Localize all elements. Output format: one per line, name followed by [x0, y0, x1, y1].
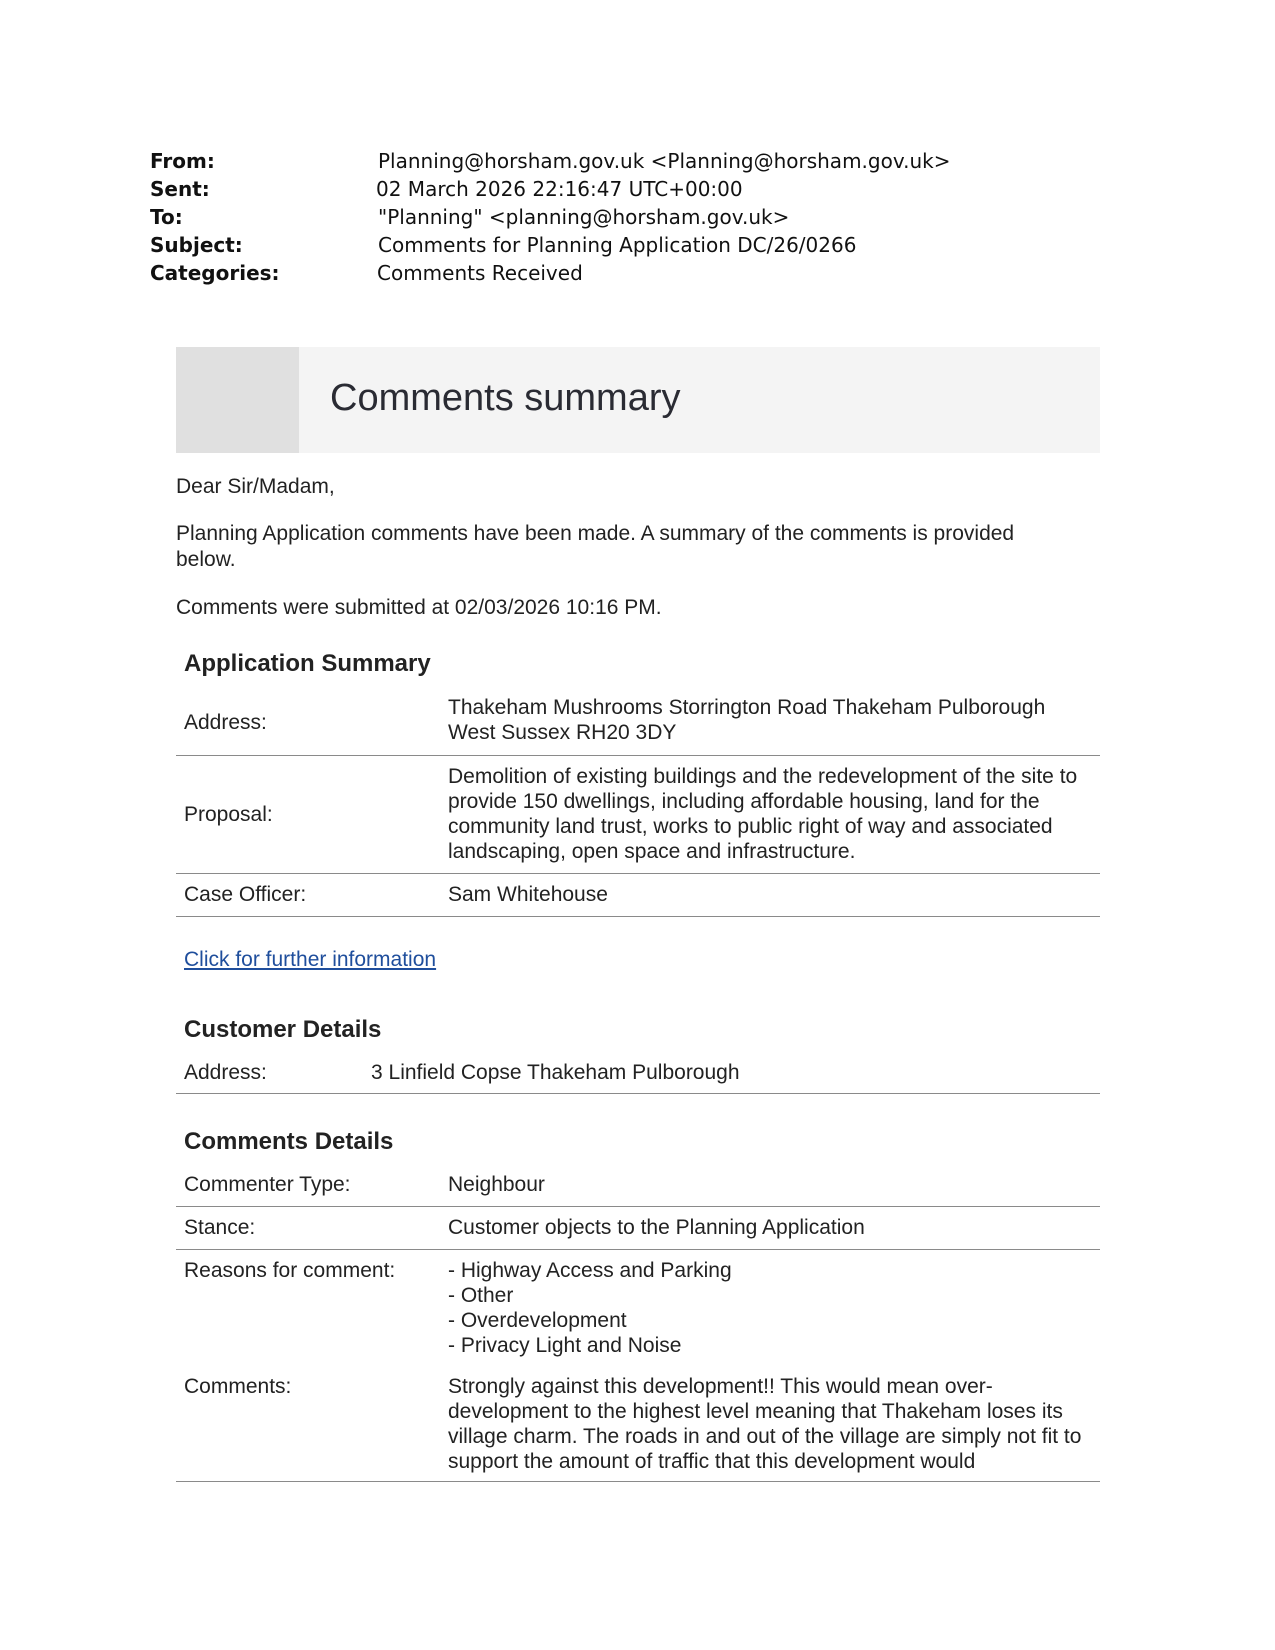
address-value: Thakeham Mushrooms Storrington Road Thakeham Pulborough West Sussex RH20 3DY — [448, 696, 1046, 744]
proposal-value: Demolition of existing buildings and the redevelopment of the site to provide 150 dwellings, including affordable housing, land for the community land trust, works to public right of way and associated landscaping, open space and infrastructure. — [448, 765, 1078, 863]
subject-label: Subject: — [150, 233, 243, 257]
reason-item: - Privacy Light and Noise — [448, 1334, 682, 1357]
sent-value: 02 March 2026 22:16:47 UTC+00:00 — [376, 177, 743, 201]
customer-address-label: Address: — [184, 1061, 267, 1084]
stance-label: Stance: — [184, 1216, 256, 1239]
categories-label: Categories: — [150, 261, 280, 285]
from-value: Planning@horsham.gov.uk <Planning@horsham.gov.uk> — [378, 149, 951, 173]
reasons-list — [448, 1258, 1096, 1358]
application-summary-title: Application Summary — [184, 650, 431, 677]
commenter-type-label: Commenter Type: — [184, 1173, 351, 1196]
intro-message: Planning Application comments have been made. A summary of the comments is provided below. — [176, 522, 1015, 571]
greeting: Dear Sir/Madam, — [176, 475, 335, 498]
customer-details-title: Customer Details — [184, 1016, 382, 1043]
subject-value: Comments for Planning Application DC/26/0266 — [378, 233, 857, 257]
case-officer-label: Case Officer: — [184, 883, 307, 906]
categories-value: Comments Received — [377, 261, 583, 285]
sent-label: Sent: — [150, 177, 210, 201]
comments-label: Comments: — [184, 1375, 292, 1398]
stance-value: Customer objects to the Planning Application — [448, 1216, 865, 1239]
case-officer-row — [176, 874, 1100, 917]
customer-address-value: 3 Linfield Copse Thakeham Pulborough — [371, 1061, 740, 1084]
case-officer-value: Sam Whitehouse — [448, 883, 608, 906]
application-address-row — [176, 689, 1100, 756]
proposal-label: Proposal: — [184, 803, 273, 826]
commenter-type-value: Neighbour — [448, 1173, 545, 1196]
proposal-row — [176, 756, 1100, 874]
commenter-type-row — [176, 1164, 1100, 1207]
banner-title: Comments summary — [330, 377, 681, 419]
customer-address-row — [176, 1052, 1100, 1094]
further-information-link[interactable]: Click for further information — [184, 948, 437, 971]
reasons-label: Reasons for comment: — [184, 1259, 396, 1282]
address-label: Address: — [184, 711, 267, 734]
comments-details-title: Comments Details — [184, 1128, 394, 1155]
comments-row — [176, 1366, 1100, 1482]
submitted-time: Comments were submitted at 02/03/2026 10:16 PM. — [176, 596, 662, 619]
to-value: "Planning" <planning@horsham.gov.uk> — [378, 205, 790, 229]
banner-logo-placeholder — [176, 347, 299, 453]
from-label: From: — [150, 149, 215, 173]
reason-item: - Highway Access and Parking — [448, 1259, 732, 1282]
reason-item: - Overdevelopment — [448, 1309, 627, 1332]
comments-value: Strongly against this development!! This would mean over-development to the highest level meaning that Thakeham loses its village charm. The roads in and out of the village are simply not fit to support the amount of traffic that this development would — [448, 1375, 1082, 1473]
comments-summary-banner — [176, 347, 1100, 453]
to-label: To: — [150, 205, 183, 229]
stance-row — [176, 1207, 1100, 1250]
reasons-row — [176, 1250, 1100, 1365]
reason-item: - Other — [448, 1284, 514, 1307]
